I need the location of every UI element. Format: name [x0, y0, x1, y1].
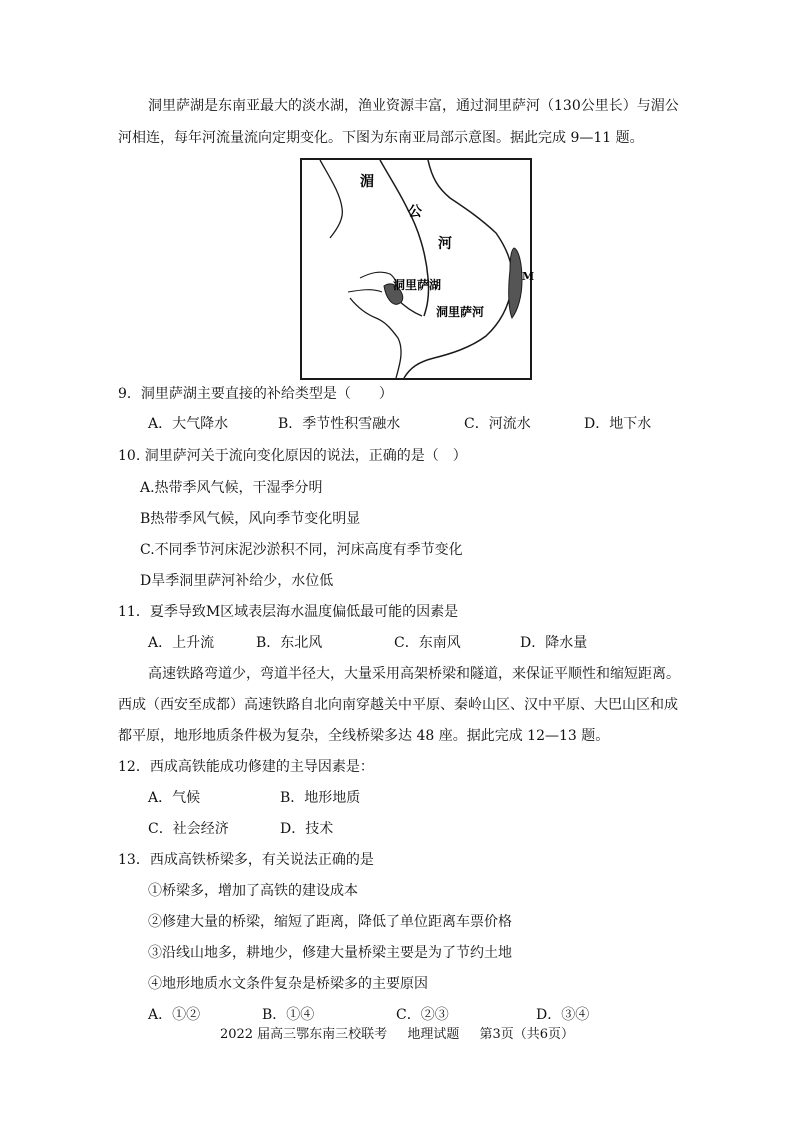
q13-statement-3: ③沿线山地多，耕地少，修建大量桥梁主要是为了节约土地 — [148, 945, 512, 961]
map-frame — [301, 159, 531, 379]
q11-option-d: D．降水量 — [520, 635, 588, 651]
map-label-m: M — [522, 270, 535, 283]
q11-option-c: C．东南风 — [394, 635, 461, 651]
q9-option-a: A．大气降水 — [148, 416, 229, 432]
map-label-lake: 洞里萨湖 — [393, 278, 442, 292]
tributary-2 — [348, 290, 382, 292]
southeast-asia-map — [300, 158, 535, 380]
q12-stem: 12．西成高铁能成功修建的主导因素是： — [118, 759, 374, 775]
intro2-line2: 西成（西安至成都）高速铁路自北向南穿越关中平原、秦岭山区、汉中平原、大巴山区和成 — [118, 697, 678, 713]
q9-option-d: D．地下水 — [584, 416, 652, 432]
intro1-line1: 洞里萨湖是东南亚最大的淡水湖，渔业资源丰富，通过洞里萨河（130公里长）与湄公 — [148, 98, 679, 114]
q13-option-c: C．②③ — [396, 1007, 449, 1023]
q10-option-b: B热带季风气候，风向季节变化明显 — [140, 511, 361, 527]
coastline — [404, 160, 513, 378]
q12-option-c: C．社会经济 — [148, 821, 229, 837]
q11-option-a: A．上升流 — [148, 635, 215, 651]
map-label-char1: 湄 — [360, 174, 374, 190]
q12-option-d: D．技术 — [280, 821, 334, 837]
q12-option-b: B．地形地质 — [280, 790, 361, 806]
page-footer — [0, 1026, 794, 1044]
q13-statement-4: ④地形地质水文条件复杂是桥梁多的主要原因 — [148, 976, 428, 992]
map-label-char3: 河 — [438, 236, 452, 252]
intro2-line3: 都平原，地形地质条件极为复杂，全线桥梁多达 48 座。据此完成 12—13 题。 — [118, 728, 610, 744]
q10-option-d: D旱季洞里萨河补给少，水位低 — [140, 573, 334, 589]
q13-option-a: A．①② — [148, 1007, 201, 1023]
footer-subject: 地理试题 — [407, 1027, 460, 1042]
footer-page: 第3页（共6页） — [479, 1027, 575, 1042]
q11-stem: 11．夏季导致M区域表层海水温度偏低最可能的因素是 — [118, 604, 459, 620]
q12-option-a: A．气候 — [148, 790, 201, 806]
q10-option-a: A.热带季风气候，干湿季分明 — [140, 480, 323, 496]
q9-option-b: B．季节性积雪融水 — [278, 416, 401, 432]
intro2-line1: 高速铁路弯道少，弯道半径大，大量采用高架桥梁和隧道，来保证平顺性和缩短距离。 — [148, 666, 680, 682]
map-label-river: 洞里萨河 — [436, 305, 485, 319]
gulf-coast — [350, 298, 401, 378]
q10-option-c: C.不同季节河床泥沙淤积不同，河床高度有季节变化 — [140, 542, 463, 558]
map-label-char2: 公 — [408, 204, 422, 220]
q13-option-b: B．①④ — [262, 1007, 315, 1023]
footer-exam: 2022 届高三鄂东南三校联考 — [219, 1027, 388, 1042]
area-m — [509, 248, 522, 318]
q10-stem: 10. 洞里萨河关于流向变化原因的说法，正确的是（ ） — [118, 448, 467, 464]
q11-option-b: B．东北风 — [256, 635, 323, 651]
intro1-line2: 河相连，每年河流量流向定期变化。下图为东南亚局部示意图。据此完成 9—11 题。 — [118, 130, 644, 146]
western-border — [320, 160, 342, 238]
q13-statement-2: ②修建大量的桥梁，缩短了距离，降低了单位距离车票价格 — [148, 914, 512, 930]
q9-stem: 9．洞里萨湖主要直接的补给类型是（ ） — [118, 386, 393, 402]
q13-option-d: D．③④ — [536, 1007, 590, 1023]
q13-stem: 13．西成高铁桥梁多，有关说法正确的是 — [118, 852, 374, 868]
q13-statement-1: ①桥梁多，增加了高铁的建设成本 — [148, 883, 358, 899]
q9-option-c: C．河流水 — [464, 416, 531, 432]
